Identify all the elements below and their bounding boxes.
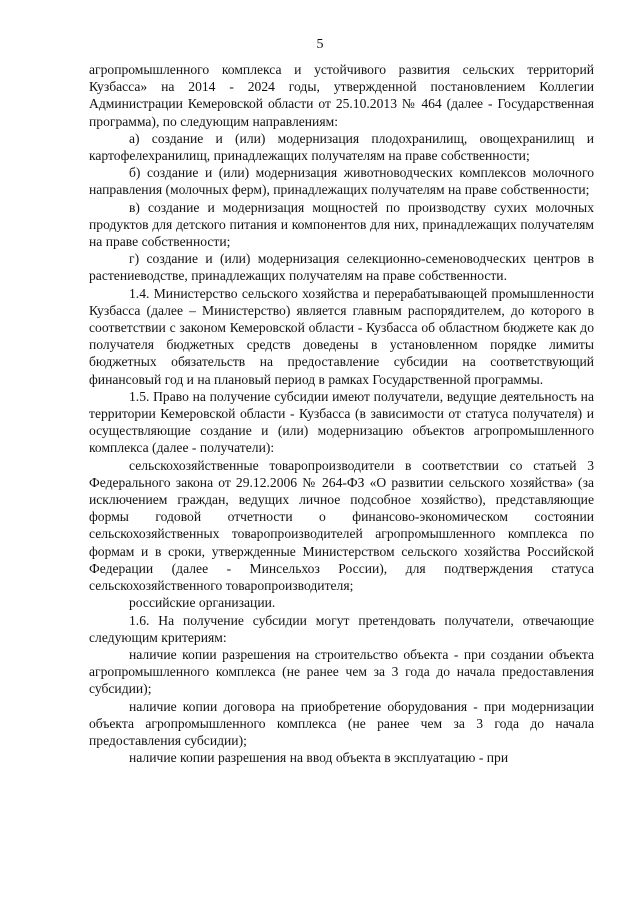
paragraph-item-v: в) создание и модернизация мощностей по производству сухих молочных продуктов для детского питания и компонентов для них, принадлежащих получателям на праве собственности;	[89, 199, 594, 250]
paragraph-russian-organizations: российские организации.	[129, 595, 276, 611]
paragraph-section-1-4: 1.4. Министерство сельского хозяйства и перерабатывающей промышленности Кузбасса (далее – Министерство) является главным распорядителем, до которого в соответствии с законом Кемеровской области - Кузбасса об областном бюджете как до получателя бюджетных средств доведены в установленном порядке лимиты бюджетных обязательств на предоставление субсидии на соответствующий финансовый год и на плановый период в рамках Государственной программы.	[89, 285, 594, 387]
paragraph-criterion-construction-permit: наличие копии разрешения на строительство объекта - при создании объекта агропромышленного комплекса (не ранее чем за 3 года до начала предоставления субсидии);	[89, 646, 594, 697]
paragraph-item-g: г) создание и (или) модернизация селекционно-семеноводческих центров в растениеводстве, принадлежащих получателям на праве собственности.	[89, 251, 594, 284]
paragraph-criterion-equipment-contract: наличие копии договора на приобретение оборудования - при модернизации объекта агропромышленного комплекса (не ранее чем за 3 года до начала предоставления субсидии);	[89, 698, 594, 748]
paragraph-section-1-5: 1.5. Право на получение субсидии имеют получатели, ведущие деятельность на территории Кемеровской области - Кузбасса (в зависимости от статуса получателя) и осуществляющие создание и (или) модернизацию объектов агропромышленного комплекса (далее - получатели):	[89, 388, 594, 456]
paragraph-agricultural-producers: сельскохозяйственные товаропроизводители в соответствии со статьей 3 Федерального закона от 29.12.2006 № 264-ФЗ «О развитии сельского хозяйства» (за исключением граждан, ведущих личное подсобное хозяйство), представляющие формы годовой отчетности о финансово-экономическом состоянии сельскохозяйственных товаропроизводителей агропромышленного комплекса по формам и в сроки, утвержденные Министерством сельского хозяйства Российской Федерации (далее - Минсельхоз России), для подтверждения статуса сельскохозяйственного товаропроизводителя;	[89, 457, 594, 594]
paragraph-item-a: а) создание и (или) модернизация плодохранилищ, овощехранилищ и картофелехранилищ, принадлежащих получателям на праве собственности;	[89, 130, 594, 164]
paragraph-program-continuation: агропромышленного комплекса и устойчивого развития сельских территорий Кузбасса» на 2014 - 2024 годы, утвержденной постановлением Коллегии Администрации Кемеровской области от 25.10.2013 № 464 (далее - Государственная программа), по следующим направлениям:	[89, 62, 594, 129]
page-number: 5	[316, 37, 324, 52]
document-body	[89, 61, 594, 766]
paragraph-criterion-commissioning-permit: наличие копии разрешения на ввод объекта в эксплуатацию - при	[129, 750, 509, 766]
paragraph-section-1-6: 1.6. На получение субсидии могут претендовать получатели, отвечающие следующим критериям:	[89, 612, 594, 645]
paragraph-item-b: б) создание и (или) модернизация животноводческих комплексов молочного направления (молочных ферм), принадлежащих получателям на праве собственности;	[89, 165, 594, 198]
